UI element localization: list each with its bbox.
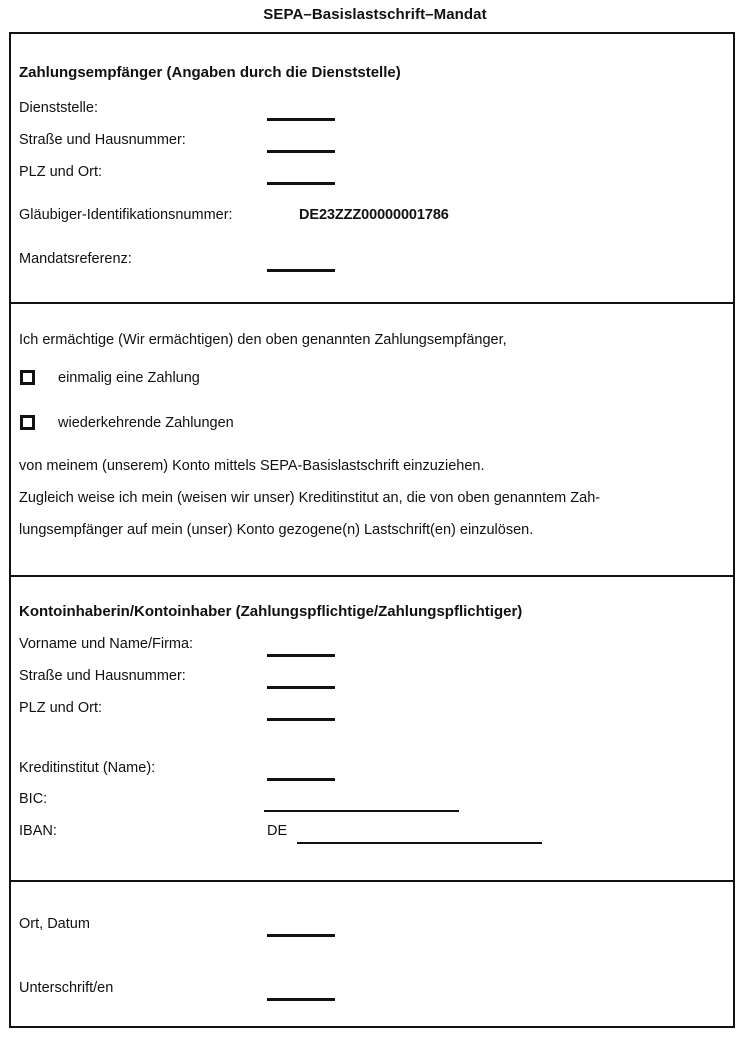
label-vorname-name-firma: Vorname und Name/Firma: xyxy=(19,636,194,652)
label-ort-datum: Ort, Datum xyxy=(19,916,90,932)
input-kreditinstitut[interactable] xyxy=(267,778,335,781)
label-unterschrift: Unterschrift/en xyxy=(19,980,114,996)
section-divider-3 xyxy=(11,880,733,882)
creditor-identification-number: DE23ZZZ00000001786 xyxy=(299,207,449,223)
checkbox-einmalig-eine-zahlung[interactable] xyxy=(20,370,35,385)
input-plz-ort-holder[interactable] xyxy=(267,718,335,721)
input-bic[interactable] xyxy=(264,810,459,812)
authorization-body-line-1: von meinem (unserem) Konto mittels SEPA-Basislastschrift einzuziehen. xyxy=(19,458,485,474)
authorization-body-line-3: lungsempfänger auf mein (unser) Konto gezogene(n) Lastschrift(en) einzulösen. xyxy=(19,522,534,538)
label-einmalig-eine-zahlung: einmalig eine Zahlung xyxy=(58,370,200,386)
input-strasse-hausnummer-holder[interactable] xyxy=(267,686,335,689)
authorization-body-line-2: Zugleich weise ich mein (weisen wir unser) Kreditinstitut an, die von oben genanntem Zah- xyxy=(19,490,601,506)
creditor-section-heading: Zahlungsempfänger (Angaben durch die Dienststelle) xyxy=(19,64,401,81)
page-title: SEPA–Basislastschrift–Mandat xyxy=(263,6,487,23)
input-strasse-hausnummer-creditor[interactable] xyxy=(267,150,335,153)
label-iban: IBAN: xyxy=(19,823,57,839)
label-plz-ort-creditor: PLZ und Ort: xyxy=(19,164,103,180)
iban-country-prefix: DE xyxy=(267,823,288,839)
label-dienststelle: Dienststelle: xyxy=(19,100,98,116)
input-vorname-name-firma[interactable] xyxy=(267,654,335,657)
form-frame xyxy=(9,32,735,1028)
label-wiederkehrende-zahlungen: wiederkehrende Zahlungen xyxy=(58,415,234,431)
checkbox-wiederkehrende-zahlungen[interactable] xyxy=(20,415,35,430)
label-plz-ort-holder: PLZ und Ort: xyxy=(19,700,103,716)
authorization-intro-text: Ich ermächtige (Wir ermächtigen) den oben genannten Zahlungsempfänger, xyxy=(19,332,507,348)
label-strasse-hausnummer-holder: Straße und Hausnummer: xyxy=(19,668,186,684)
section-divider-1 xyxy=(11,302,733,304)
input-unterschrift[interactable] xyxy=(267,998,335,1001)
label-kreditinstitut: Kreditinstitut (Name): xyxy=(19,760,156,776)
input-plz-ort-creditor[interactable] xyxy=(267,182,335,185)
input-dienststelle[interactable] xyxy=(267,118,335,121)
label-mandatsreferenz: Mandatsreferenz: xyxy=(19,251,132,267)
account-holder-section-heading: Kontoinhaberin/Kontoinhaber (Zahlungspflichtige/Zahlungspflichtiger) xyxy=(19,603,523,620)
input-mandatsreferenz[interactable] xyxy=(267,269,335,272)
section-divider-2 xyxy=(11,575,733,577)
label-glaeubiger-id: Gläubiger-Identifikationsnummer: xyxy=(19,207,233,223)
label-bic: BIC: xyxy=(19,791,48,807)
label-strasse-hausnummer-creditor: Straße und Hausnummer: xyxy=(19,132,186,148)
input-ort-datum[interactable] xyxy=(267,934,335,937)
input-iban[interactable] xyxy=(297,842,542,844)
